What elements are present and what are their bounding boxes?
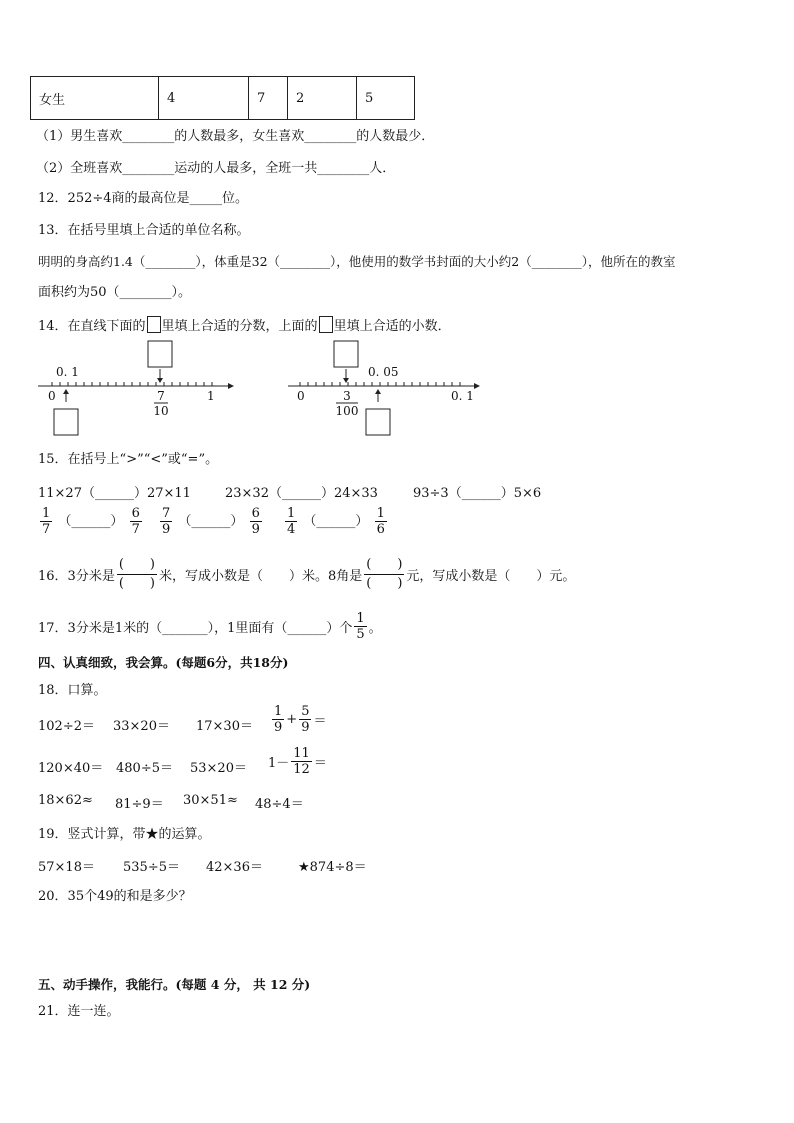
- compare-item: 11×27（______）27×11: [38, 486, 191, 501]
- number-line-1: [30, 338, 250, 438]
- fraction: $\frac{1}{6}$: [376, 506, 385, 537]
- question-16-text-b: 米，写成小数是（ ）米。8角是: [158, 569, 363, 584]
- question-sub-2: （2）全班喜欢________运动的人最多，全班一共________人．: [36, 161, 396, 176]
- question-17: [38, 611, 382, 642]
- question-13: 13．在括号里填上合适的单位名称。: [38, 223, 250, 238]
- fraction: $\frac{1}{7}$: [42, 506, 51, 537]
- fraction-denominator: 10: [153, 404, 169, 418]
- end-label: 1: [207, 389, 215, 403]
- fraction: $\frac{6}{9}$: [251, 506, 260, 537]
- answer-box-top[interactable]: [148, 341, 172, 367]
- calc-item: 30×51≈: [183, 793, 238, 808]
- calc-item: 48÷4＝: [255, 797, 304, 812]
- answer-box-bottom[interactable]: [54, 409, 78, 435]
- calc-item: 81÷9＝: [115, 797, 164, 812]
- table-cell: 7: [249, 77, 288, 120]
- answer-box-icon: [319, 316, 333, 333]
- vertical-calc-item: 535÷5＝: [123, 860, 180, 875]
- calc-item: 33×20＝: [113, 719, 170, 734]
- compare-blank: （______）: [178, 514, 244, 529]
- section-5-title: 五、动手操作，我能行。(每题 4 分， 共 12 分): [38, 977, 311, 992]
- axis-arrow-icon: [474, 383, 480, 389]
- question-17-end: 。: [368, 621, 382, 636]
- origin-label: 0: [297, 389, 305, 403]
- vertical-calc-item: ★874÷8＝: [298, 860, 367, 875]
- answer-box-icon: [147, 316, 161, 333]
- question-16-text-c: 元，写成小数是（ ）元。: [406, 569, 576, 584]
- arrow-up-head-icon: [63, 389, 69, 394]
- equals: ＝: [313, 756, 327, 771]
- origin-label: 0: [48, 389, 56, 403]
- operator: +: [286, 712, 298, 727]
- question-16-text-a: 16．3分米是: [38, 569, 115, 584]
- calc-item: 480÷5＝: [116, 761, 173, 776]
- question-18: 18．口算。: [38, 683, 107, 698]
- table-row: [31, 77, 415, 120]
- tick-label: 0. 05: [368, 365, 399, 379]
- question-12: 12．252÷4商的最高位是_____位。: [38, 191, 249, 206]
- calc-item: 102÷2＝: [38, 719, 95, 734]
- compare-blank: （______）: [303, 514, 369, 529]
- fraction-blank: $\frac{( )}{( )}$: [366, 557, 403, 591]
- answer-box-top[interactable]: [334, 341, 358, 367]
- fraction-compare-2: [158, 506, 264, 537]
- question-14: [38, 316, 451, 336]
- arrow-down-head-icon: [157, 378, 163, 383]
- fraction: $\frac{5}{9}$: [301, 704, 310, 735]
- fraction-blank: $\frac{( )}{( )}$: [118, 557, 155, 591]
- question-16: [38, 556, 575, 593]
- calc-item: 53×20＝: [190, 761, 247, 776]
- equals: ＝: [313, 714, 327, 729]
- fraction: $\frac{6}{7}$: [131, 506, 140, 537]
- question-13-line-2: 面积约为50（________）。: [38, 285, 192, 300]
- question-21: 21．连一连。: [38, 1004, 120, 1019]
- compare-item: 93÷3（______）5×6: [413, 486, 542, 501]
- question-20: 20．35个49的和是多少？: [38, 889, 192, 904]
- table-cell: 4: [159, 77, 249, 120]
- operator: 1－: [268, 756, 290, 771]
- fraction-numerator: 7: [157, 389, 165, 403]
- table-cell: 5: [357, 77, 415, 120]
- question-14-text-b: 里填上合适的分数，上面的: [161, 319, 318, 334]
- compare-blank: （______）: [58, 514, 124, 529]
- fraction: $\frac{1}{5}$: [356, 611, 365, 642]
- survey-table: [30, 76, 415, 120]
- axis-arrow-icon: [228, 383, 234, 389]
- section-4-title: 四、认真细致，我会算。(每题6分，共18分): [38, 655, 289, 670]
- fraction: $\frac{1}{9}$: [274, 704, 283, 735]
- tick-label: 0. 1: [56, 365, 79, 379]
- calc-fraction-sub: [268, 746, 327, 777]
- fraction-compare-1: [38, 506, 144, 537]
- calc-fraction-sum: [270, 704, 326, 735]
- question-sub-1: （1）男生喜欢________的人数最多，女生喜欢________的人数最少．: [36, 129, 435, 144]
- arrow-up-head-icon: [375, 389, 381, 394]
- fraction: $\frac{1}{4}$: [287, 506, 296, 537]
- fraction-numerator: 3: [343, 389, 351, 403]
- calc-item: 17×30＝: [196, 719, 253, 734]
- table-cell: 2: [288, 77, 357, 120]
- question-17-text: 17．3分米是1米的（_______），1里面有（______）个: [38, 621, 353, 636]
- question-13-line-1: 明明的身高约1.4（________），体重是32（________），他使用的数学书封面的大小约2（________），他所在的教室: [38, 254, 676, 269]
- compare-item: 23×32（______）24×33: [225, 486, 378, 501]
- question-14-text-a: 14．在直线下面的: [38, 319, 146, 334]
- calc-item: 120×40＝: [38, 761, 104, 776]
- end-label: 0. 1: [451, 389, 474, 403]
- vertical-calc-item: 42×36＝: [206, 860, 263, 875]
- fraction: $\frac{11}{12}$: [293, 746, 310, 777]
- question-15: 15．在括号上“>”“<”或“=”。: [38, 452, 219, 467]
- fraction: $\frac{7}{9}$: [162, 506, 171, 537]
- calc-item: 18×62≈: [38, 793, 93, 808]
- question-19: 19．竖式计算，带★的运算。: [38, 827, 211, 842]
- table-cell-label: 女生: [31, 77, 159, 120]
- question-14-text-c: 里填上合适的小数．: [333, 319, 451, 334]
- fraction-compare-3: [283, 506, 389, 537]
- vertical-calc-item: 57×18＝: [38, 860, 95, 875]
- fraction-denominator: 100: [335, 404, 359, 418]
- answer-box-bottom[interactable]: [366, 409, 390, 435]
- number-line-2: [282, 338, 492, 438]
